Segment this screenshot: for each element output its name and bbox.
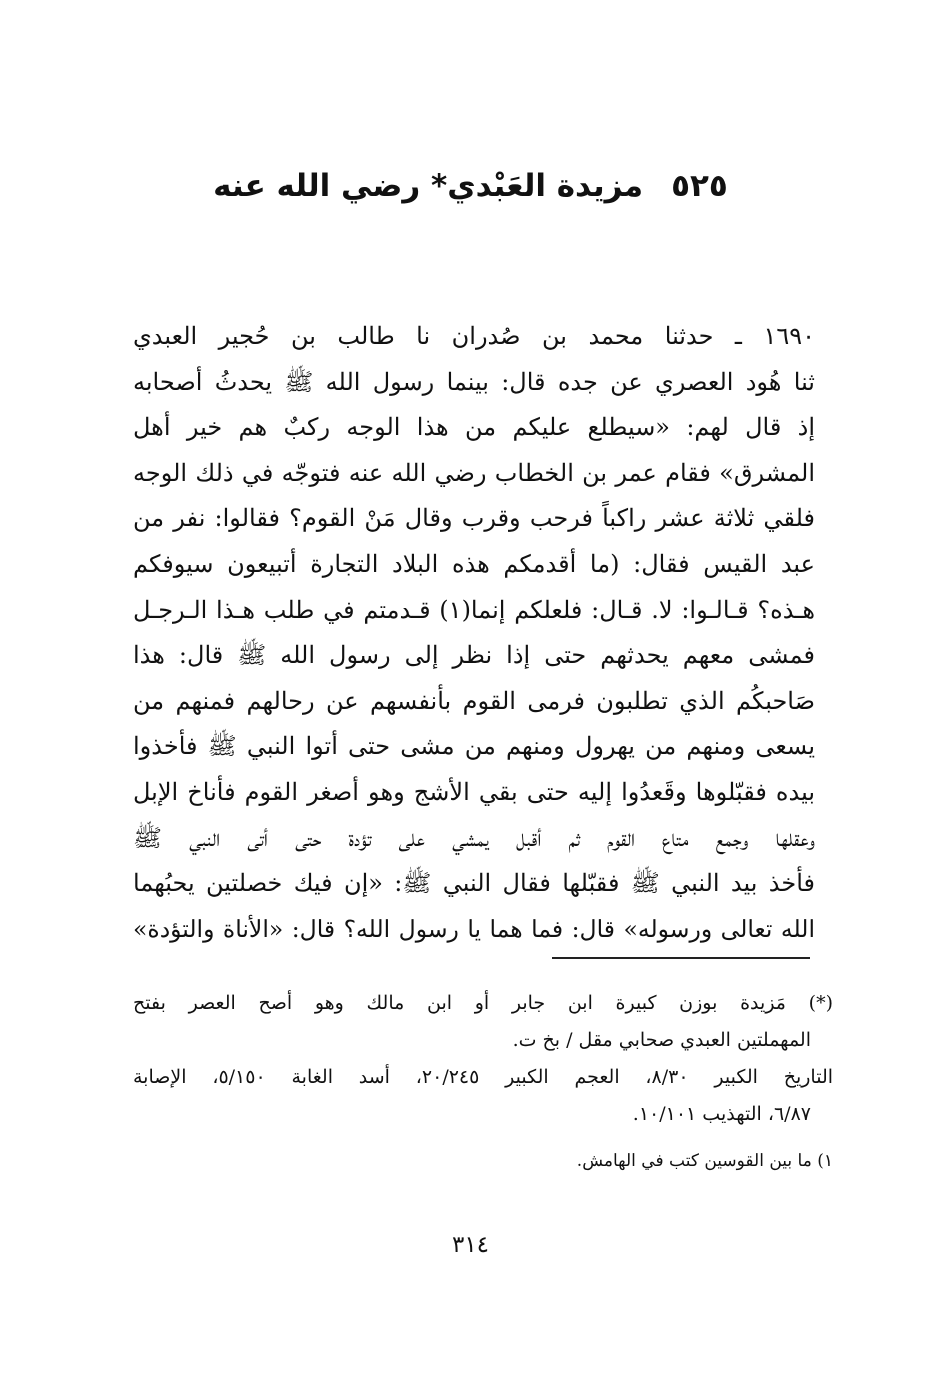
footnote-star-line: (*) مَزيدة بوزن كبيرة ابن جابر أو ابن مالك وهو أصح العصر بفتح xyxy=(133,992,833,1014)
entry-title: مزيدة العَبْدي* رضي الله عنه xyxy=(213,168,644,204)
text-line: وعقلها وجمع متاع القوم ثم أقبل يمشي على تؤدة حتى أتى النبي ﷺ xyxy=(133,823,815,852)
footnote-ref-line: التاريخ الكبير ٨/٣٠، العجم الكبير ٢٠/٢٤٥، أسد الغابة ٥/١٥٠، الإصابة xyxy=(133,1066,834,1088)
section-heading xyxy=(0,168,941,204)
hadith-text xyxy=(133,314,815,952)
entry-number: ٥٢٥ xyxy=(671,168,728,204)
text-line: المشرق» فقام عمر بن الخطاب رضي الله عنه فتوجّه في ذلك الوجه xyxy=(133,458,815,487)
text-line: عبد القيس فقال: (ما أقدمكم هذه البلاد التجارة أتبيعون سيوفكم xyxy=(133,549,815,578)
text-line: هـذه؟ قـالـوا: لا. قـال: فلعلكم إنما(١) قـدمتم في طلب هـذا الـرجـل xyxy=(133,595,815,624)
footnote-divider xyxy=(552,957,810,959)
text-line: صَاحبكُم الذي تطلبون فرمى القوم بأنفسهم عن رحالهم فمنهم من xyxy=(133,686,815,715)
footnote-star-line: المهملتين العبدي صحابي مقل / بخ ت. xyxy=(512,1029,811,1051)
text-line: الله تعالى ورسوله» قال: فما هما يا رسول الله؟ قال: «الأناة والتؤدة» xyxy=(133,914,815,943)
footnote-ref-line: ٦/٨٧، التهذيب ١٠/١٠١. xyxy=(632,1103,811,1125)
text-line: ١٦٩٠ ـ حدثنا محمد بن صُدران نا طالب بن حُجير العبدي xyxy=(133,322,815,350)
text-line: فمشى معهم يحدثهم حتى إذا نظر إلى رسول الله ﷺ قال: هذا xyxy=(133,641,815,670)
text-line: يسعى ومنهم من يهرول ومنهم من مشى حتى أتوا النبي ﷺ فأخذوا xyxy=(133,732,815,761)
text-line: فأخذ بيد النبي ﷺ فقبّلها فقال النبي ﷺ: «إن فيك خصلتين يحبُهما xyxy=(133,869,815,898)
text-line: بيده فقبّلوها وقَعدُوا إليه حتى بقي الأشج وهو أصغر القوم فأناخ الإبل xyxy=(133,777,815,806)
footnotes xyxy=(133,985,833,1180)
page-number: ٣١٤ xyxy=(451,1232,490,1258)
text-line: ثنا هُود العصري عن جده قال: بينما رسول الله ﷺ يحدثُ أصحابه xyxy=(133,367,815,396)
text-line: فلقي ثلاثة عشر راكباً فرحب وقرب وقال مَنْ القوم؟ فقالوا: نفر من xyxy=(133,504,815,533)
footnote-1: ١) ما بين القوسين كتب في الهامش. xyxy=(576,1151,833,1171)
text-line: إذ قال لهم: «سيطلع عليكم من هذا الوجه ركبٌ هم خير أهل xyxy=(133,413,815,442)
